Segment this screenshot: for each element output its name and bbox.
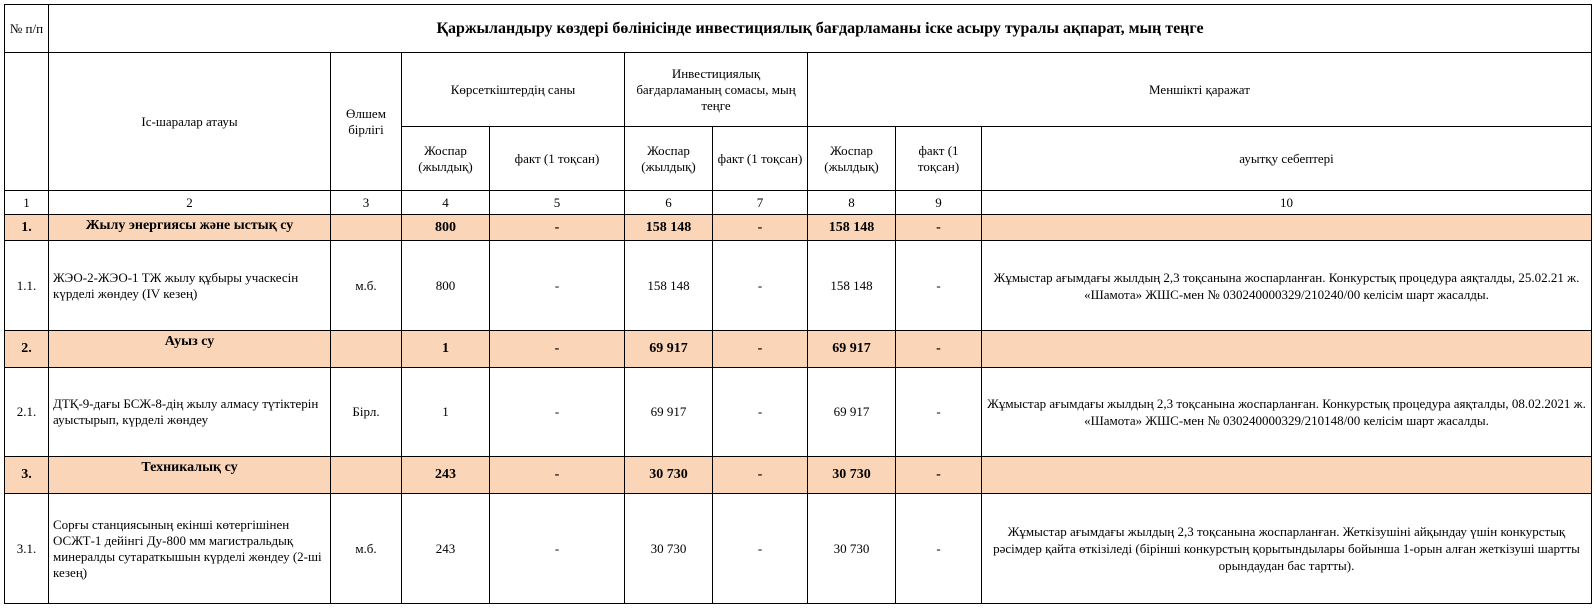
row-fact-count: - (490, 494, 625, 604)
row-reason: Жұмыстар ағымдағы жылдың 2,3 тоқсанына жоспарланған. Конкурстық процедура аяқталды, 08.02.2021 ж. «Шамота» ЖШС-мен № 030240000329/210148/00 келісім шарт жасалды. (982, 368, 1592, 457)
column-number: 9 (896, 191, 982, 215)
column-number: 7 (713, 191, 808, 215)
table-row (5, 494, 1592, 604)
row-name: Сорғы станциясының екінші көтергішінен ОСЖТ-1 дейінгі Ду-800 мм магистральдық минералды сутараткышын күрделі жөндеу (2-ші кезең) (49, 494, 331, 604)
row-plan-own: 69 917 (808, 368, 896, 457)
row-number: 2.1. (5, 368, 49, 457)
row-number: 1.1. (5, 241, 49, 331)
row-plan-sum: 30 730 (625, 457, 713, 494)
row-unit: м.б. (331, 494, 402, 604)
row-plan-own: 158 148 (808, 241, 896, 331)
row-reason: Жұмыстар ағымдағы жылдың 2,3 тоқсанына жоспарланған. Жеткізушіні айқындау үшін конкурстық рәсімдер қайта өткізіледі (бірінші конкурстың қорытындылары бойынша 1-орын алған жеткізуші шартты орындаудан бас тартты). (982, 494, 1592, 604)
row-number: 2. (5, 331, 49, 368)
row-unit (331, 215, 402, 241)
num-header-blank (5, 53, 49, 191)
row-unit (331, 457, 402, 494)
row-reason (982, 331, 1592, 368)
row-fact-sum: - (713, 215, 808, 241)
plan-count-header: Жоспар (жылдық) (402, 127, 490, 191)
row-name: Техникалық су (49, 457, 331, 494)
row-fact-count: - (490, 241, 625, 331)
row-reason: Жұмыстар ағымдағы жылдың 2,3 тоқсанына жоспарланған. Конкурстық процедура аяқталды, 25.02.21 ж. «Шамота» ЖШС-мен № 030240000329/210240/00 келісім шарт жасалды. (982, 241, 1592, 331)
column-number: 8 (808, 191, 896, 215)
fact-own-header: факт (1 тоқсан) (896, 127, 982, 191)
row-plan-sum: 158 148 (625, 215, 713, 241)
row-name: ДТҚ-9-дағы БСЖ-8-дің жылу алмасу түтіктерін ауыстырып, күрделі жөндеу (49, 368, 331, 457)
plan-own-header: Жоспар (жылдық) (808, 127, 896, 191)
row-plan-own: 30 730 (808, 457, 896, 494)
fact-count-header: факт (1 тоқсан) (490, 127, 625, 191)
column-number: 2 (49, 191, 331, 215)
fact-sum-header: факт (1 тоқсан) (713, 127, 808, 191)
name-column-header: Іс-шаралар атауы (49, 53, 331, 191)
row-reason (982, 215, 1592, 241)
row-plan-own: 30 730 (808, 494, 896, 604)
num-header: № п/п (5, 5, 49, 53)
row-fact-sum: - (713, 368, 808, 457)
row-plan-sum: 158 148 (625, 241, 713, 331)
row-fact-sum: - (713, 241, 808, 331)
row-fact-count: - (490, 457, 625, 494)
table-row (5, 331, 1592, 368)
row-fact-own: - (896, 494, 982, 604)
row-fact-own: - (896, 215, 982, 241)
row-plan-sum: 69 917 (625, 331, 713, 368)
row-fact-sum: - (713, 494, 808, 604)
column-number-row (5, 191, 1592, 215)
row-fact-own: - (896, 331, 982, 368)
row-unit: Бірл. (331, 368, 402, 457)
row-plan-count: 1 (402, 368, 490, 457)
table-row (5, 215, 1592, 241)
column-number: 1 (5, 191, 49, 215)
row-plan-count: 243 (402, 494, 490, 604)
column-number: 4 (402, 191, 490, 215)
table-row (5, 368, 1592, 457)
row-plan-count: 243 (402, 457, 490, 494)
column-number: 6 (625, 191, 713, 215)
row-plan-sum: 69 917 (625, 368, 713, 457)
investment-sum-group-header: Инвестициялық бағдарламаның сомасы, мың теңге (625, 53, 808, 127)
row-name: Жылу энергиясы және ыстық су (49, 215, 331, 241)
row-number: 1. (5, 215, 49, 241)
investment-program-table (4, 4, 1592, 604)
row-fact-own: - (896, 368, 982, 457)
own-funds-group-header: Меншікті қаражат (808, 53, 1592, 127)
table-title: Қаржыландыру көздері бөлінісінде инвестициялық бағдарламаны іске асыру туралы ақпарат, мың теңге (49, 5, 1592, 53)
row-plan-count: 800 (402, 241, 490, 331)
row-plan-sum: 30 730 (625, 494, 713, 604)
row-plan-count: 1 (402, 331, 490, 368)
indicators-group-header: Көрсеткіштердің саны (402, 53, 625, 127)
table-row (5, 241, 1592, 331)
column-number: 3 (331, 191, 402, 215)
row-unit (331, 331, 402, 368)
row-plan-own: 158 148 (808, 215, 896, 241)
row-fact-own: - (896, 241, 982, 331)
row-fact-own: - (896, 457, 982, 494)
row-fact-count: - (490, 331, 625, 368)
row-number: 3. (5, 457, 49, 494)
row-fact-count: - (490, 215, 625, 241)
row-plan-count: 800 (402, 215, 490, 241)
row-name: ЖЭО-2-ЖЭО-1 ТЖ жылу құбыры учаскесін күрделі жөндеу (IV кезең) (49, 241, 331, 331)
row-unit: м.б. (331, 241, 402, 331)
plan-sum-header: Жоспар (жылдық) (625, 127, 713, 191)
column-number: 10 (982, 191, 1592, 215)
column-number: 5 (490, 191, 625, 215)
row-number: 3.1. (5, 494, 49, 604)
row-fact-sum: - (713, 457, 808, 494)
table-row (5, 457, 1592, 494)
deviation-reasons-header: ауытқу себептері (982, 127, 1592, 191)
row-reason (982, 457, 1592, 494)
unit-column-header: Өлшем бірлігі (331, 53, 402, 191)
row-fact-count: - (490, 368, 625, 457)
row-name: Ауыз су (49, 331, 331, 368)
row-plan-own: 69 917 (808, 331, 896, 368)
row-fact-sum: - (713, 331, 808, 368)
